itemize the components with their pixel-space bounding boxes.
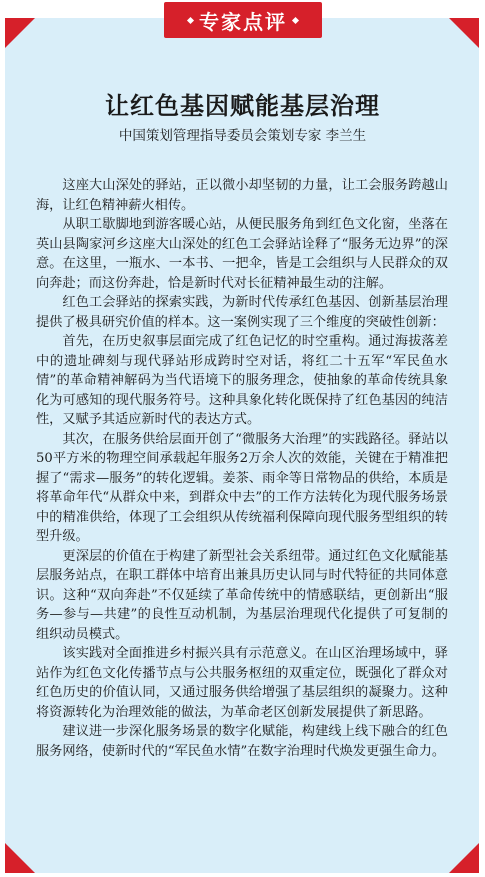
- paragraph: 这座大山深处的驿站，正以微小却坚韧的力量，让工会服务跨越山海，让红色精神薪火相传。: [36, 178, 448, 213]
- paragraph: 建议进一步深化服务场景的数字化赋能，构建线上线下融合的红色服务网络，使新时代的“军民鱼水情”在数字治理时代焕发更强生命力。: [36, 724, 448, 759]
- paragraph: 首先，在历史叙事层面完成了红色记忆的时空重构。通过海拔落差中的遗址碑刻与现代驿站形成跨时空对话，将红二十五军“军民鱼水情”的革命精神解码为当代语境下的服务理念，使抽象的革命传统具象化为可感知的现代服务符号。这种具象化转化既保持了红色基因的纯洁性，又赋予其适应新时代的表达方式。: [36, 334, 448, 427]
- diamond-icon: [187, 16, 194, 23]
- article-byline: 中国策划管理指导委员会策划专家 李兰生: [118, 128, 367, 144]
- paragraph: 红色工会驿站的探索实践，为新时代传承红色基因、创新基层治理提供了极具研究价值的样本。这一案例实现了三个维度的突破性创新：: [36, 295, 448, 330]
- diamond-icon: [292, 16, 299, 23]
- corner-decoration-bottom-left: [5, 843, 35, 873]
- corner-decoration-top-left: [5, 18, 35, 48]
- corner-decoration-bottom-right: [449, 843, 479, 873]
- corner-decoration-top-right: [449, 18, 479, 48]
- paragraph: 更深层的价值在于构建了新型社会关系纽带。通过红色文化赋能基层服务站点，在职工群体中培育出兼具历史认同与时代特征的共同体意识。这种“双向奔赴”不仅延续了革命传统中的情感联结，更创新出“服务—参与—共建”的良性互动机制，为基层治理现代化提供了可复制的组织动员模式。: [36, 548, 448, 642]
- paragraph: 从职工歇脚地到游客暖心站，从便民服务角到红色文化窗，坐落在英山县陶家河乡这座大山深处的红色工会驿站诠释了“服务无边界”的深意。在这里，一瓶水、一本书、一把伞，皆是工会组织与人民群众的双向奔赴；而这份奔赴，恰是新时代对长征精神最生动的注解。: [36, 217, 448, 291]
- paragraph: 其次，在服务供给层面开创了“微服务大治理”的实践路径。驿站以50平方米的物理空间承载起年服务2万余人次的效能，关键在于精准把握了“需求—服务”的转化逻辑。姜茶、雨伞等日常物品的供给，本质是将革命年代“从群众中来，到群众中去”的工作方法转化为现代服务场景中的精准供给，体现了工会组织从传统福利保障向现代服务型组织的转型升级。: [36, 431, 448, 544]
- paragraph: 该实践对全面推进乡村振兴具有示范意义。在山区治理场域中，驿站作为红色文化传播节点与公共服务枢纽的双重定位，既强化了群众对红色历史的价值认同，又通过服务供给增强了基层组织的凝聚力。这种将资源转化为治理效能的做法，为革命老区创新发展提供了新思路。: [36, 646, 448, 720]
- section-banner: [164, 2, 322, 38]
- article-title: 让红色基因赋能基层治理: [105, 92, 380, 120]
- banner-label: 专家点评: [199, 9, 287, 34]
- article-body: [36, 176, 448, 761]
